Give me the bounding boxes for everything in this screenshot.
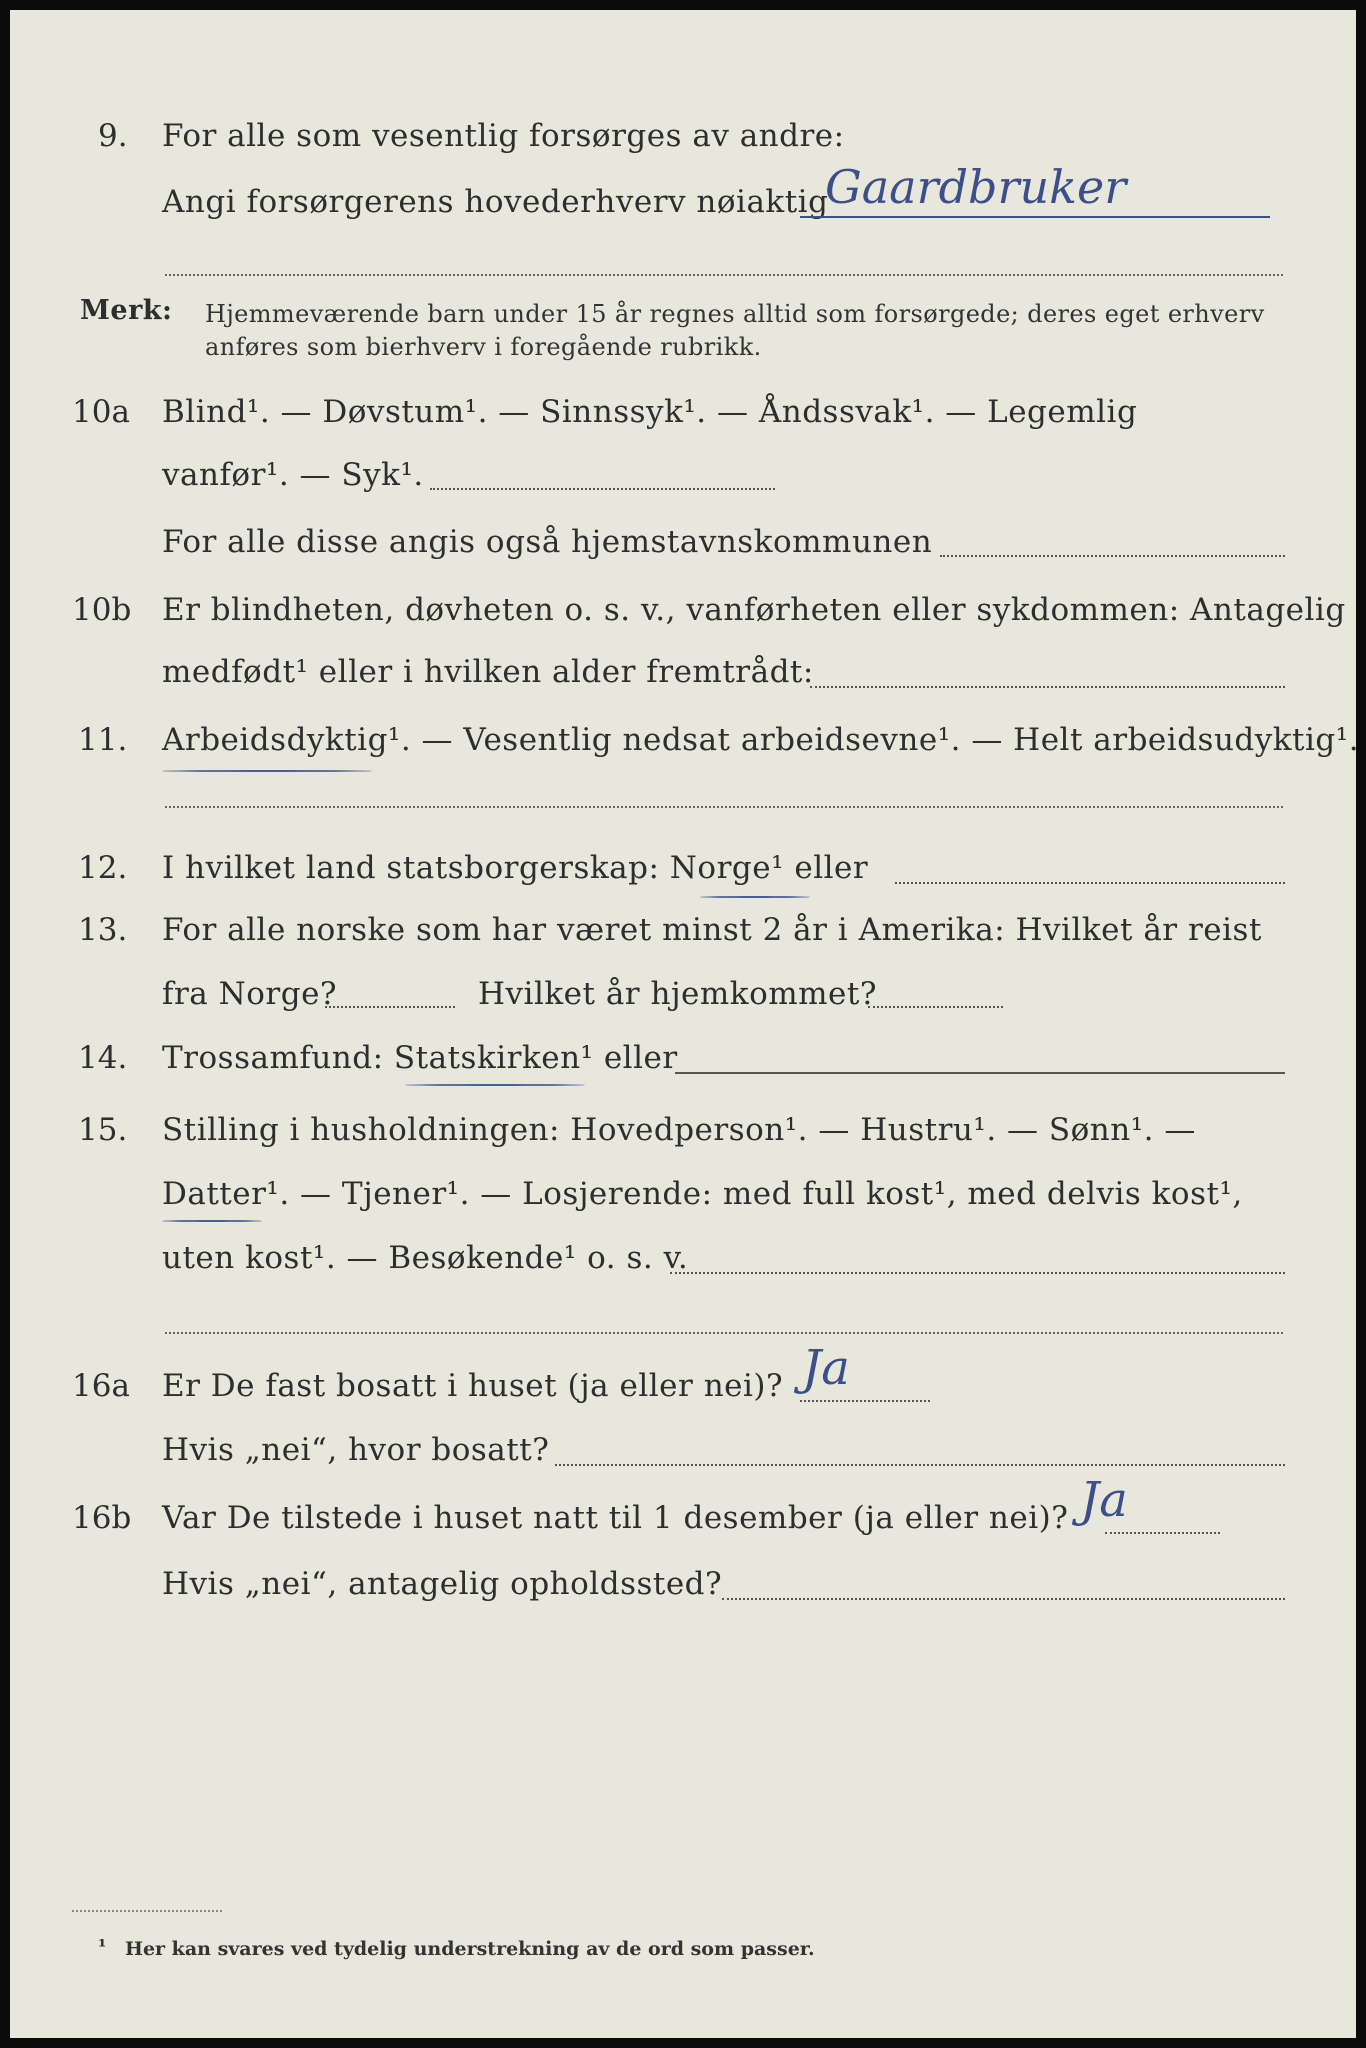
- q15-line2: Datter¹. — Tjener¹. — Losjerende: med full kost¹, med delvis kost¹,: [162, 1176, 1243, 1212]
- q14-trossamfund-line: [675, 1072, 1285, 1074]
- q13-line2a: fra Norge?: [162, 976, 338, 1012]
- census-form-page: [10, 10, 1360, 2038]
- q13-hjemkommet-line: [868, 1006, 1003, 1008]
- q10a-line1: Blind¹. — Døvstum¹. — Sinnssyk¹. — Åndssvak¹. — Legemlig: [162, 394, 1138, 430]
- q10a-line3: For alle disse angis også hjemstavnskommunen: [162, 524, 933, 560]
- q16a-line1: Er De fast bosatt i huset (ja eller nei)?: [162, 1368, 784, 1404]
- q12-number: 12.: [78, 850, 128, 886]
- q11-underline-arbeidsdyktig: [162, 770, 372, 772]
- q16a-line2: Hvis „nei“, hvor bosatt?: [162, 1432, 550, 1468]
- q10a-syk-line: [430, 488, 775, 490]
- q10a-kommune-line: [940, 555, 1285, 557]
- q16b-handwritten-answer: Ja: [1080, 1472, 1128, 1528]
- footnote-rule: [72, 1910, 222, 1912]
- q15-besokende-line: [670, 1272, 1285, 1274]
- q15-underline-datter: [162, 1220, 262, 1222]
- q15-number: 15.: [78, 1112, 128, 1148]
- q12-underline-norge: [700, 896, 810, 898]
- q10a-number: 10a: [72, 394, 130, 430]
- q14-number: 14.: [78, 1040, 128, 1076]
- q9-number: 9.: [98, 118, 128, 154]
- q15-line1: Stilling i husholdningen: Hovedperson¹. — Hustru¹. — Sønn¹. —: [162, 1112, 1196, 1148]
- q10b-number: 10b: [72, 592, 132, 628]
- q11-number: 11.: [78, 722, 128, 758]
- merk-line2: anføres som bierhverv i foregående rubrikk.: [205, 333, 762, 361]
- q16b-line2: Hvis „nei“, antagelig opholdssted?: [162, 1566, 723, 1602]
- q16b-ja-line: [1105, 1532, 1220, 1534]
- q9-blank-line: [165, 274, 1283, 276]
- q15-line3: uten kost¹. — Besøkende¹ o. s. v.: [162, 1240, 689, 1276]
- q12-line1: I hvilket land statsborgerskap: Norge¹ eller: [162, 850, 869, 886]
- q16a-ja-line: [800, 1400, 930, 1402]
- q13-reist-line: [325, 1006, 455, 1008]
- merk-line1: Hjemmeværende barn under 15 år regnes alltid som forsørgede; deres eget erhverv: [205, 300, 1265, 328]
- q16a-number: 16a: [72, 1368, 130, 1404]
- q11-line1: Arbeidsdyktig¹. — Vesentlig nedsat arbeidsevne¹. — Helt arbeidsudyktig¹.: [162, 722, 1360, 758]
- q13-line2b: Hvilket år hjemkommet?: [478, 976, 877, 1012]
- q11-blank-line: [165, 806, 1283, 808]
- q14-underline-statskirken: [405, 1084, 585, 1086]
- footnote-marker: ¹: [98, 1936, 107, 1958]
- q10b-line1: Er blindheten, døvheten o. s. v., vanførheten eller sykdommen: Antagelig: [162, 592, 1346, 628]
- q16b-number: 16b: [72, 1500, 132, 1536]
- q12-land-line: [895, 882, 1285, 884]
- q13-number: 13.: [78, 912, 128, 948]
- q9-line2: Angi forsørgerens hovederhverv nøiaktig: [162, 184, 829, 220]
- q14-line1: Trossamfund: Statskirken¹ eller: [162, 1040, 678, 1076]
- q10b-line2: medfødt¹ eller i hvilken alder fremtrådt:: [162, 654, 814, 690]
- merk-label: Merk:: [80, 295, 173, 326]
- q10a-line2: vanfør¹. — Syk¹.: [162, 457, 424, 493]
- q16b-opholdssted-line: [722, 1598, 1285, 1600]
- q13-line1: For alle norske som har været minst 2 år i Amerika: Hvilket år reist: [162, 912, 1262, 948]
- q16a-bosatt-line: [555, 1464, 1285, 1466]
- q10b-alder-line: [810, 686, 1285, 688]
- q9-handwritten-answer: Gaardbruker: [825, 160, 1127, 214]
- q15-blank-line: [165, 1332, 1283, 1334]
- q16b-line1: Var De tilstede i huset natt til 1 desember (ja eller nei)?: [162, 1500, 1069, 1536]
- q9-answer-line: [800, 216, 1270, 218]
- q16a-handwritten-answer: Ja: [802, 1340, 850, 1396]
- footnote-text: Her kan svares ved tydelig understrekning av de ord som passer.: [125, 1938, 815, 1960]
- q9-line1: For alle som vesentlig forsørges av andre:: [162, 118, 845, 154]
